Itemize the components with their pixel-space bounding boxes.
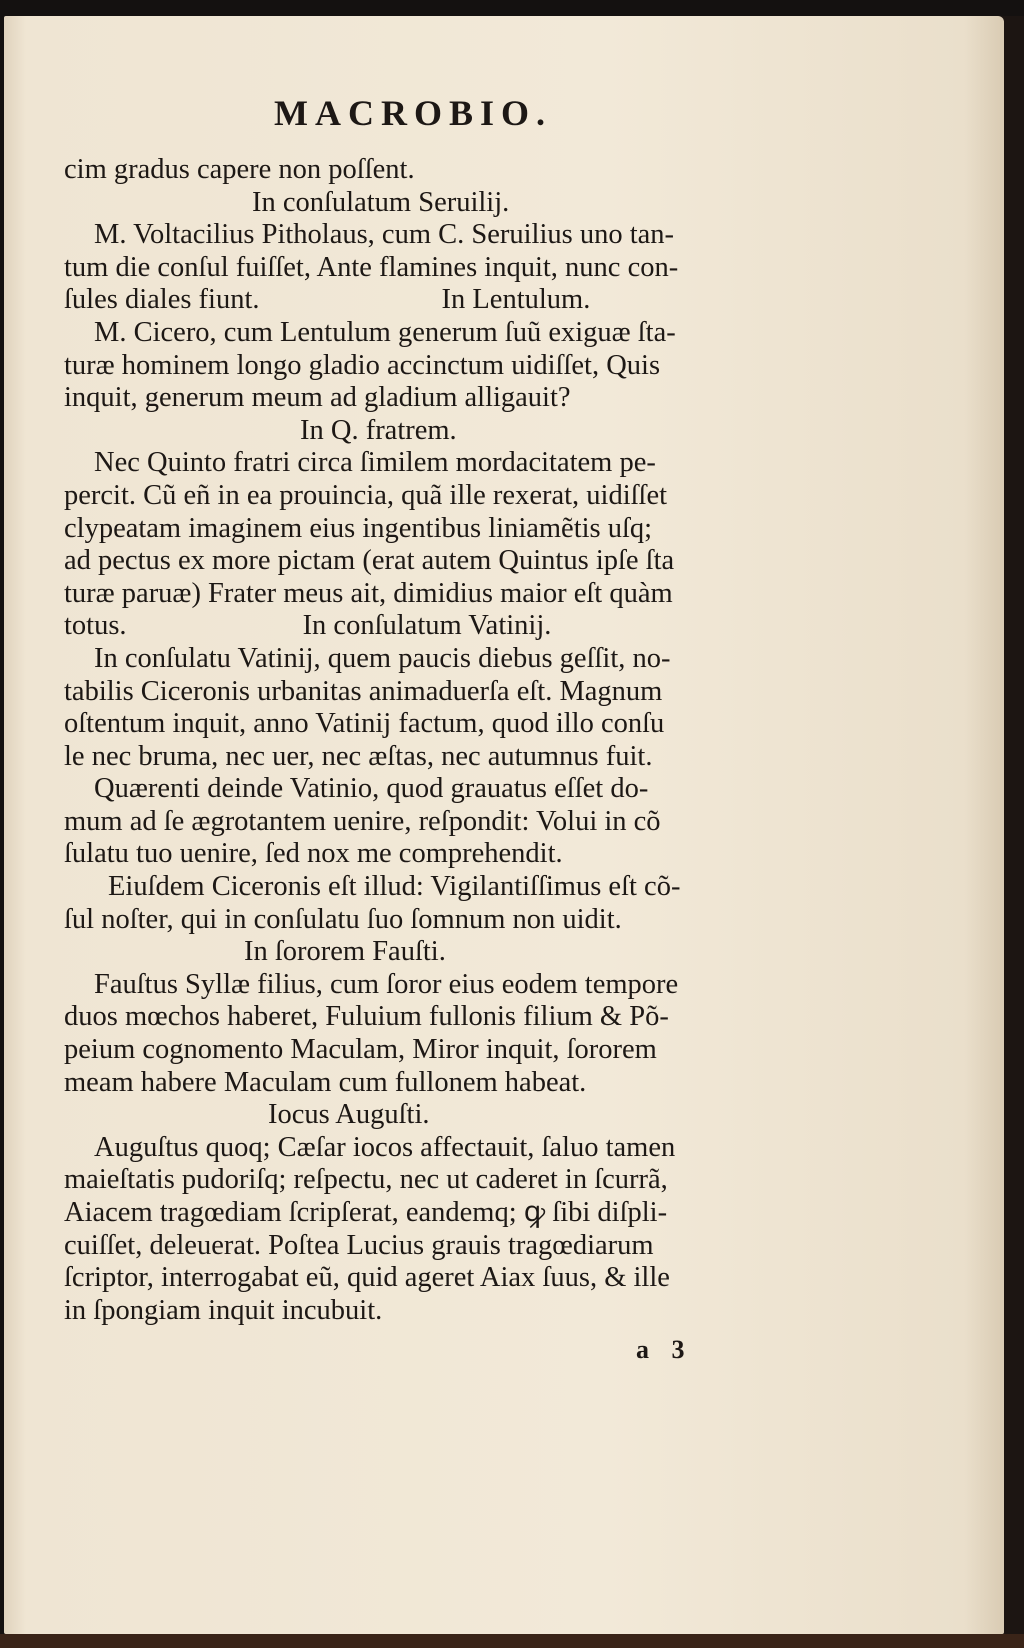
text-line: In conſulatu Vatinij, quem paucis diebus geſſit, no- [94,642,671,674]
text-line: percit. Cũ eñ in ea prouincia, quã ille rexerat, uidiſſet [64,479,668,511]
signature-mark: a 3 [636,1335,693,1364]
text-line: turæ hominem longo gladio accinctum uidiſſet, Quis [64,349,661,381]
text-line: Nec Quinto fratri circa ſimilem mordacitatem pe- [94,447,656,479]
text-line: tabilis Ciceronis urbanitas animaduerſa eſt. Magnum [64,675,663,707]
text-line: M. Voltacilius Pitholaus, cum C. Seruilius uno tan- [94,219,675,251]
section-heading: In ſororem Fauſti. [244,936,446,968]
section-heading: In Lentulum. [441,284,591,316]
text-line: duos mœchos haberet, Fuluium fullonis filium & Põ- [64,1001,669,1033]
text-line: oſtentum inquit, anno Vatinij factum, quod illo conſu [64,708,665,740]
text-line: M. Cicero, cum Lentulum generum ſuũ exiguæ ſta- [94,316,676,348]
text-line: inquit, generum meum ad gladium alligauit? [64,382,571,414]
text-line: maieſtatis pudoriſq; reſpectu, nec ut caderet in ſcurrã, [64,1164,668,1196]
page-text [64,154,776,1327]
text-line: cim gradus capere non poſſent. [64,154,415,185]
text-line: cuiſſet, deleuerat. Poſtea Lucius grauis tragœdiarum [64,1229,654,1261]
text-line: clypeatam imaginem eius ingentibus liniamẽtis uſq; [64,512,653,544]
text-line: turæ paruæ) Frater meus ait, dimidius maior eſt quàm [64,577,673,609]
section-heading: In conſulatum Vatinij. [302,610,552,642]
text-line: Aiacem tragœdiam ſcripſerat, eandemq; ꝙ ſibi diſpli- [64,1197,668,1228]
text-line: tum die conſul fuiſſet, Ante flamines inquit, nunc con- [64,251,679,283]
text-line: Fauſtus Syllæ filius, cum ſoror eius eodem tempore [94,968,679,1000]
text-line: meam habere Maculam cum fullonem habeat. [64,1066,587,1098]
text-fragment: ſules diales fiunt. [64,284,260,316]
section-heading: In conſulatum Seruilij. [252,186,510,218]
text-line: Quærenti deinde Vatinio, quod grauatus eſſet do- [94,773,649,805]
text-line: ſul noſter, qui in conſulatu ſuo ſomnum non uidit. [64,903,622,935]
text-line: mum ad ſe ægrotantem uenire, reſpondit: Volui in cõ [64,805,661,837]
text-line-with-heading [64,610,776,643]
text-line-with-heading [64,284,776,317]
text-line: ſcriptor, interrogabat eũ, quid ageret Aiax ſuus, & ille [64,1262,670,1294]
running-head: MACROBIO. [274,93,552,133]
text-line: Auguſtus quoq; Cæſar iocos affectauit, ſaluo tamen [94,1131,676,1163]
text-line: ſulatu tuo uenire, ſed nox me comprehendit. [64,838,563,870]
book-bottom-edge [0,1634,1024,1648]
text-line: Eiuſdem Ciceronis eſt illud: Vigilantiſſimus eſt cõ- [108,871,681,903]
text-line: ad pectus ex more pictam (erat autem Quintus ipſe ſta [64,545,675,577]
section-heading: Iocus Auguſti. [268,1099,430,1131]
text-line: le nec bruma, nec uer, nec æſtas, nec autumnus fuit. [64,740,653,772]
text-line: in ſpongiam inquit incubuit. [64,1294,383,1326]
text-fragment: totus. [64,610,127,642]
section-heading: In Q. fratrem. [300,414,457,446]
text-line: peium cognomento Maculam, Miror inquit, ſororem [64,1034,657,1066]
